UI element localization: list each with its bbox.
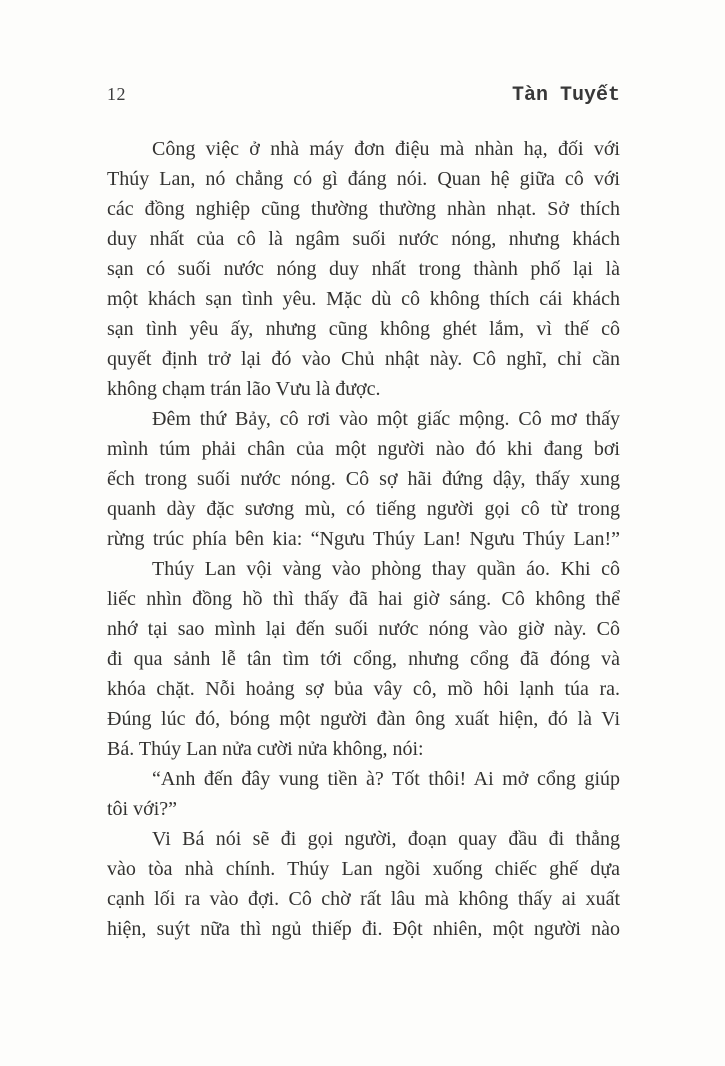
text-line: Đúng lúc đó, bóng một người đàn ông xuất hiện, đó là Vi: [107, 708, 620, 730]
text-line: hiện, suýt nữa thì ngủ thiếp đi. Đột nhiên, một người nào: [107, 918, 620, 940]
text-line: quanh dày đặc sương mù, có tiếng người gọi cô từ trong: [107, 498, 620, 520]
page-number: 12: [107, 84, 126, 104]
text-line: duy nhất của cô là ngâm suối nước nóng, nhưng khách: [107, 228, 620, 250]
text-line: Bá. Thúy Lan nửa cười nửa không, nói:: [107, 738, 424, 760]
text-line: khóa chặt. Nỗi hoảng sợ bủa vây cô, mồ hôi lạnh túa ra.: [107, 678, 620, 700]
text-line: ếch trong suối nước nóng. Cô sợ hãi đứng dậy, thấy xung: [107, 468, 620, 490]
text-line: các đồng nghiệp cũng thường thường nhàn nhạt. Sở thích: [107, 198, 620, 220]
text-line: một khách sạn tình yêu. Mặc dù cô không thích cái khách: [107, 288, 620, 310]
text-line: sạn tình yêu ấy, nhưng cũng không ghét lắm, vì thế cô: [107, 318, 620, 340]
text-line: Thúy Lan vội vàng vào phòng thay quần áo. Khi cô: [152, 558, 620, 580]
text-line: tôi với?”: [107, 798, 177, 820]
text-line: quyết định trở lại đó vào Chủ nhật này. Cô nghĩ, chỉ cần: [107, 348, 620, 370]
paragraph: [107, 764, 620, 824]
text-line: sạn có suối nước nóng duy nhất trong thành phố lại là: [107, 258, 620, 280]
text-line: vào tòa nhà chính. Thúy Lan ngồi xuống chiếc ghế dựa: [107, 858, 620, 880]
text-line: liếc nhìn đồng hồ thì thấy đã hai giờ sáng. Cô không thể: [107, 588, 620, 610]
paragraph: [107, 134, 620, 404]
text-line: cạnh lối ra vào đợi. Cô chờ rất lâu mà không thấy ai xuất: [107, 888, 620, 910]
paragraph: [107, 404, 620, 554]
text-line: nhớ tại sao mình lại đến suối nước nóng vào giờ này. Cô: [107, 618, 620, 640]
page-header: [107, 84, 620, 107]
text-line: Công việc ở nhà máy đơn điệu mà nhàn hạ, đối với: [152, 138, 620, 160]
paragraph: [107, 824, 620, 944]
text-line: Thúy Lan, nó chẳng có gì đáng nói. Quan hệ giữa cô với: [107, 168, 620, 190]
text-line: đi qua sảnh lễ tân tìm tới cổng, nhưng cổng đã đóng và: [107, 648, 620, 670]
text-line: Đêm thứ Bảy, cô rơi vào một giấc mộng. Cô mơ thấy: [152, 408, 620, 430]
text-line: không chạm trán lão Vưu là được.: [107, 378, 381, 400]
text-line: Vi Bá nói sẽ đi gọi người, đoạn quay đầu đi thẳng: [152, 828, 620, 850]
book-page: [107, 84, 620, 944]
paragraph: [107, 554, 620, 764]
text-line: “Anh đến đây vung tiền à? Tốt thôi! Ai mở cổng giúp: [152, 768, 620, 790]
running-head: Tàn Tuyết: [511, 84, 620, 107]
text-line: mình túm phải chân của một người nào đó khi đang bơi: [107, 438, 620, 460]
page-body: [107, 134, 620, 944]
text-line: rừng trúc phía bên kia: “Ngưu Thúy Lan! Ngưu Thúy Lan!”: [107, 528, 620, 550]
